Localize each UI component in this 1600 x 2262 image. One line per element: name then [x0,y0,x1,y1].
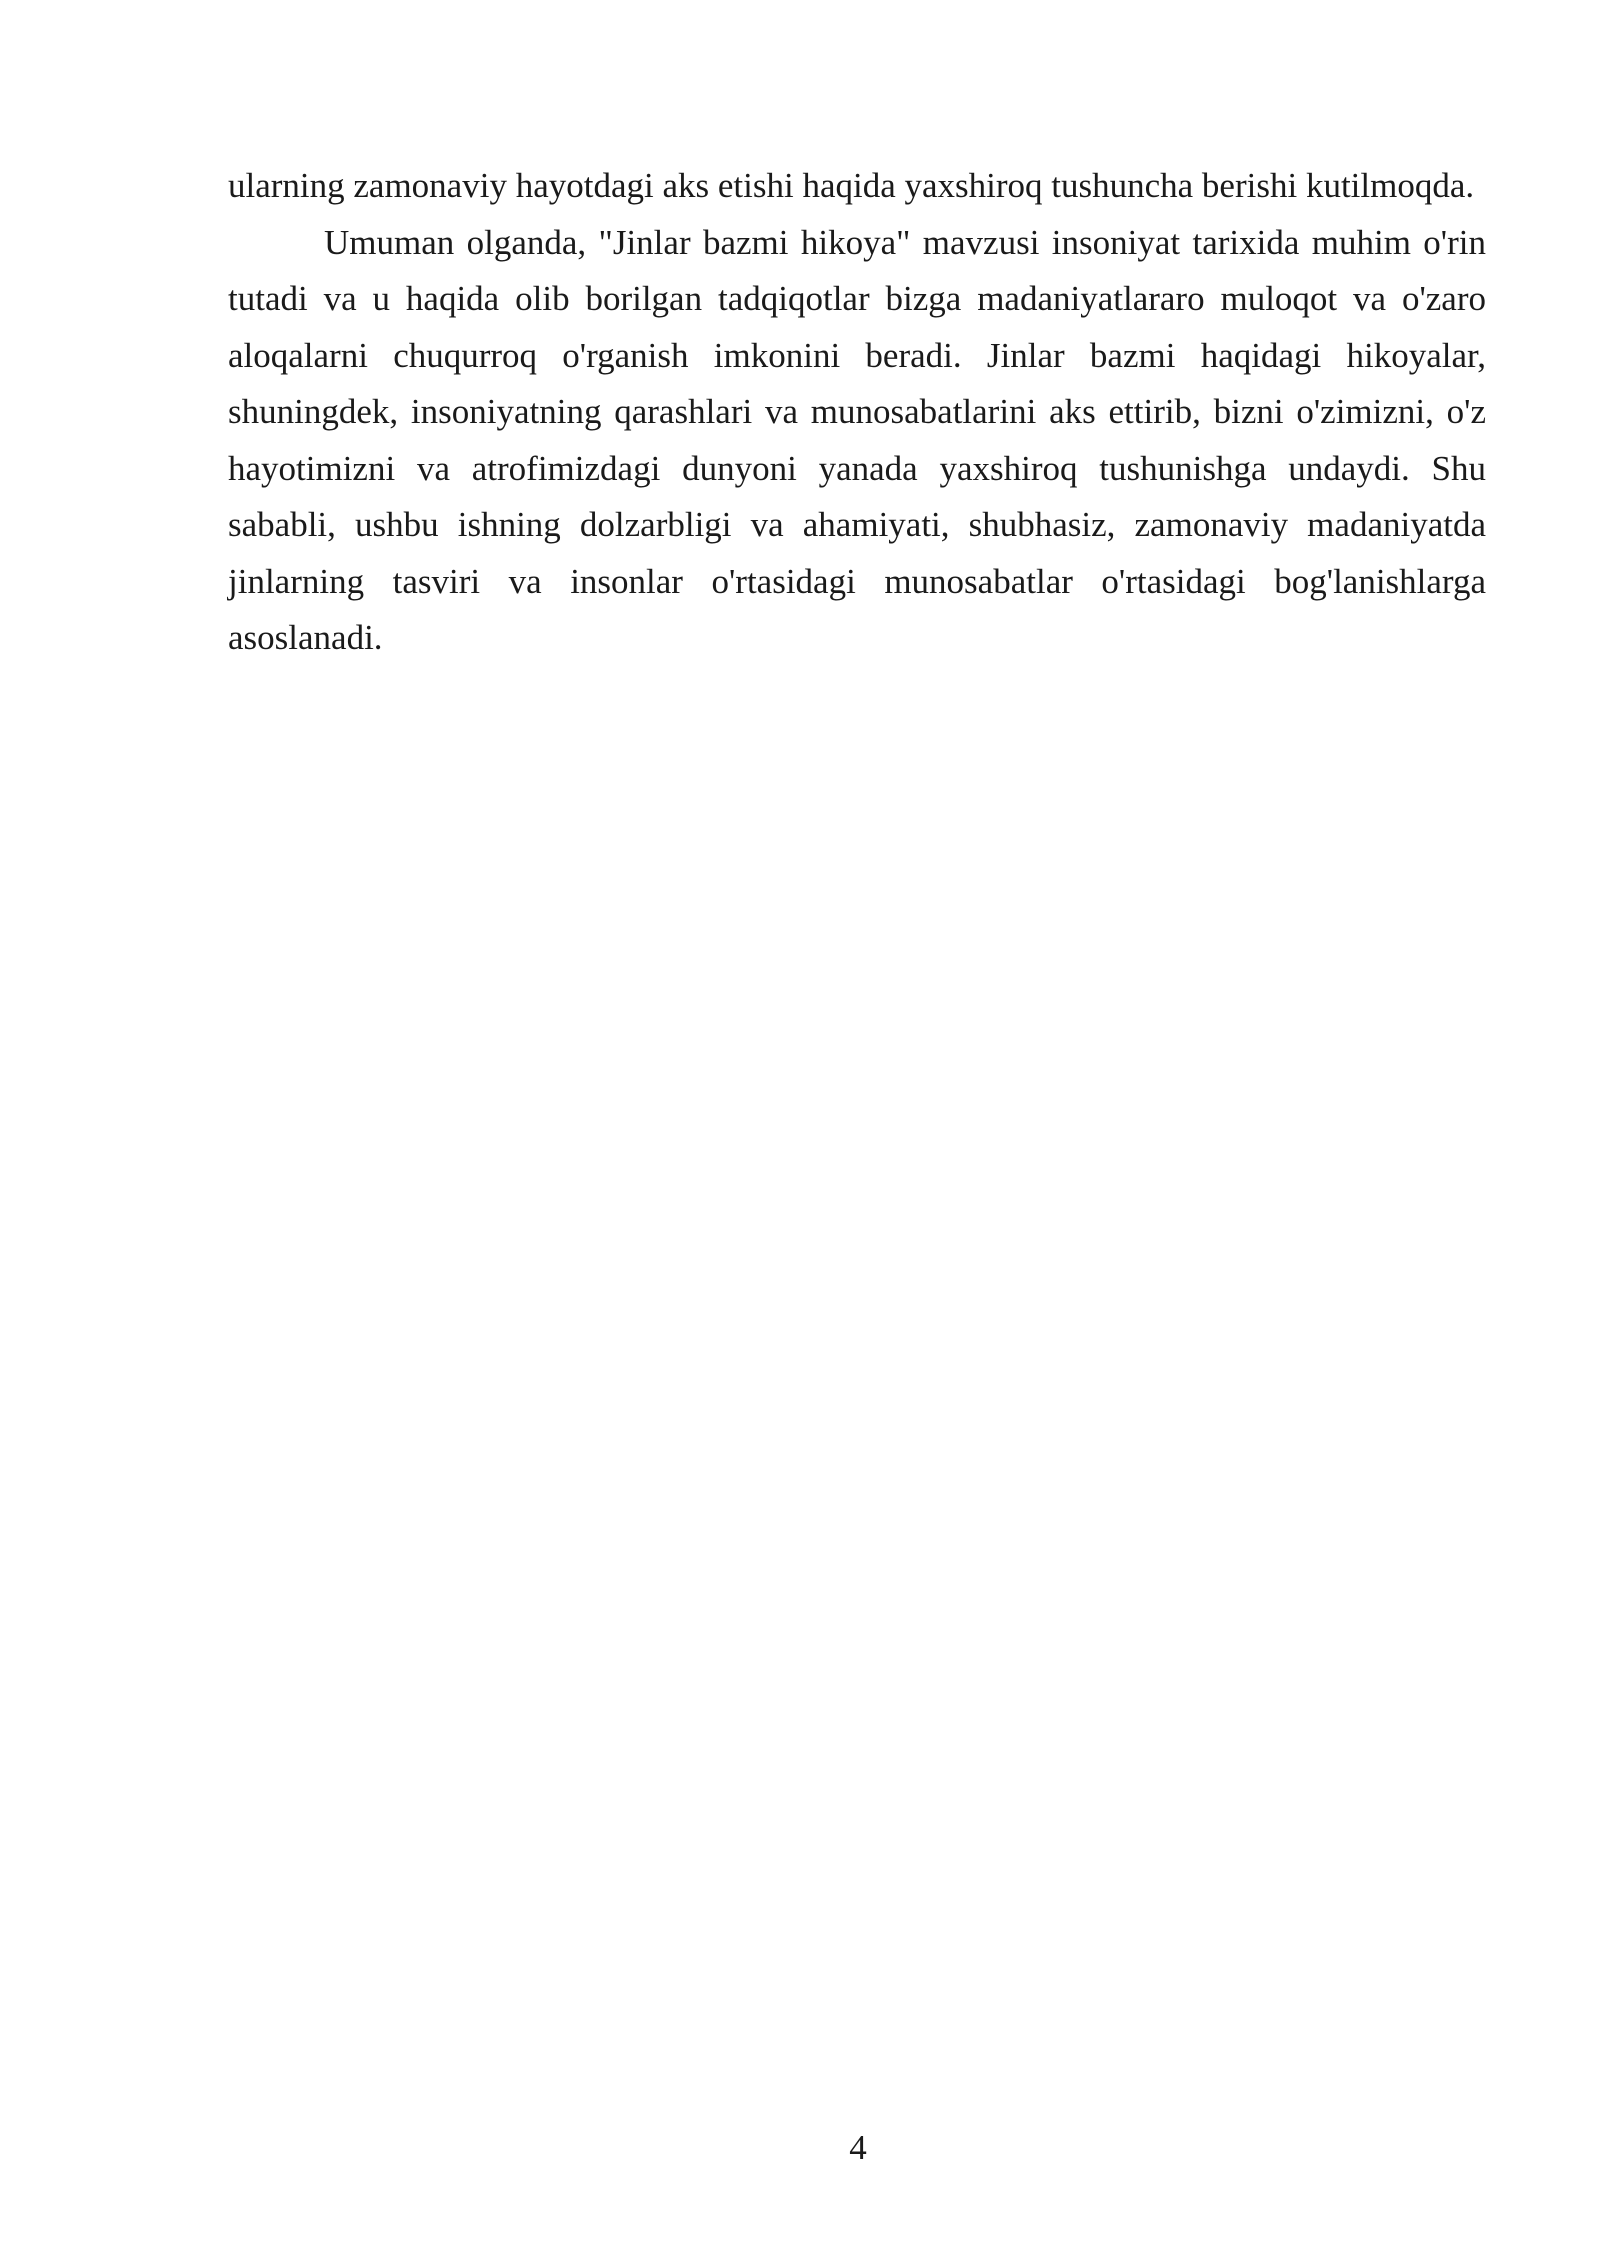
body-text [228,158,1486,667]
page-number: 4 [849,2128,867,2167]
paragraph-continuation: ularning zamonaviy hayotdagi aks etishi haqida yaxshiroq tushuncha berishi kutilmoqda. [228,166,1475,205]
paragraph-summary: Umuman olganda, "Jinlar bazmi hikoya" mavzusi insoniyat tarixida muhim o'rin tutadi va u haqida olib borilgan tadqiqotlar bizga madaniyatlararo muloqot va o'zaro aloqalarni chuqurroq o'rganish imkonini beradi. Jinlar bazmi haqidagi hikoyalar, shuningdek, insoniyatning qarashlari va munosabatlarini aks ettirib, bizni o'zimizni, o'z hayotimizni va atrofimizdagi dunyoni yanada yaxshiroq tushunishga undaydi. Shu sababli, ushbu ishning dolzarbligi va ahamiyati, shubhasiz, zamonaviy madaniyatda jinlarning tasviri va insonlar o'rtasidagi munosabatlar o'rtasidagi bog'lanishlarga asoslanadi. [228,222,1486,657]
